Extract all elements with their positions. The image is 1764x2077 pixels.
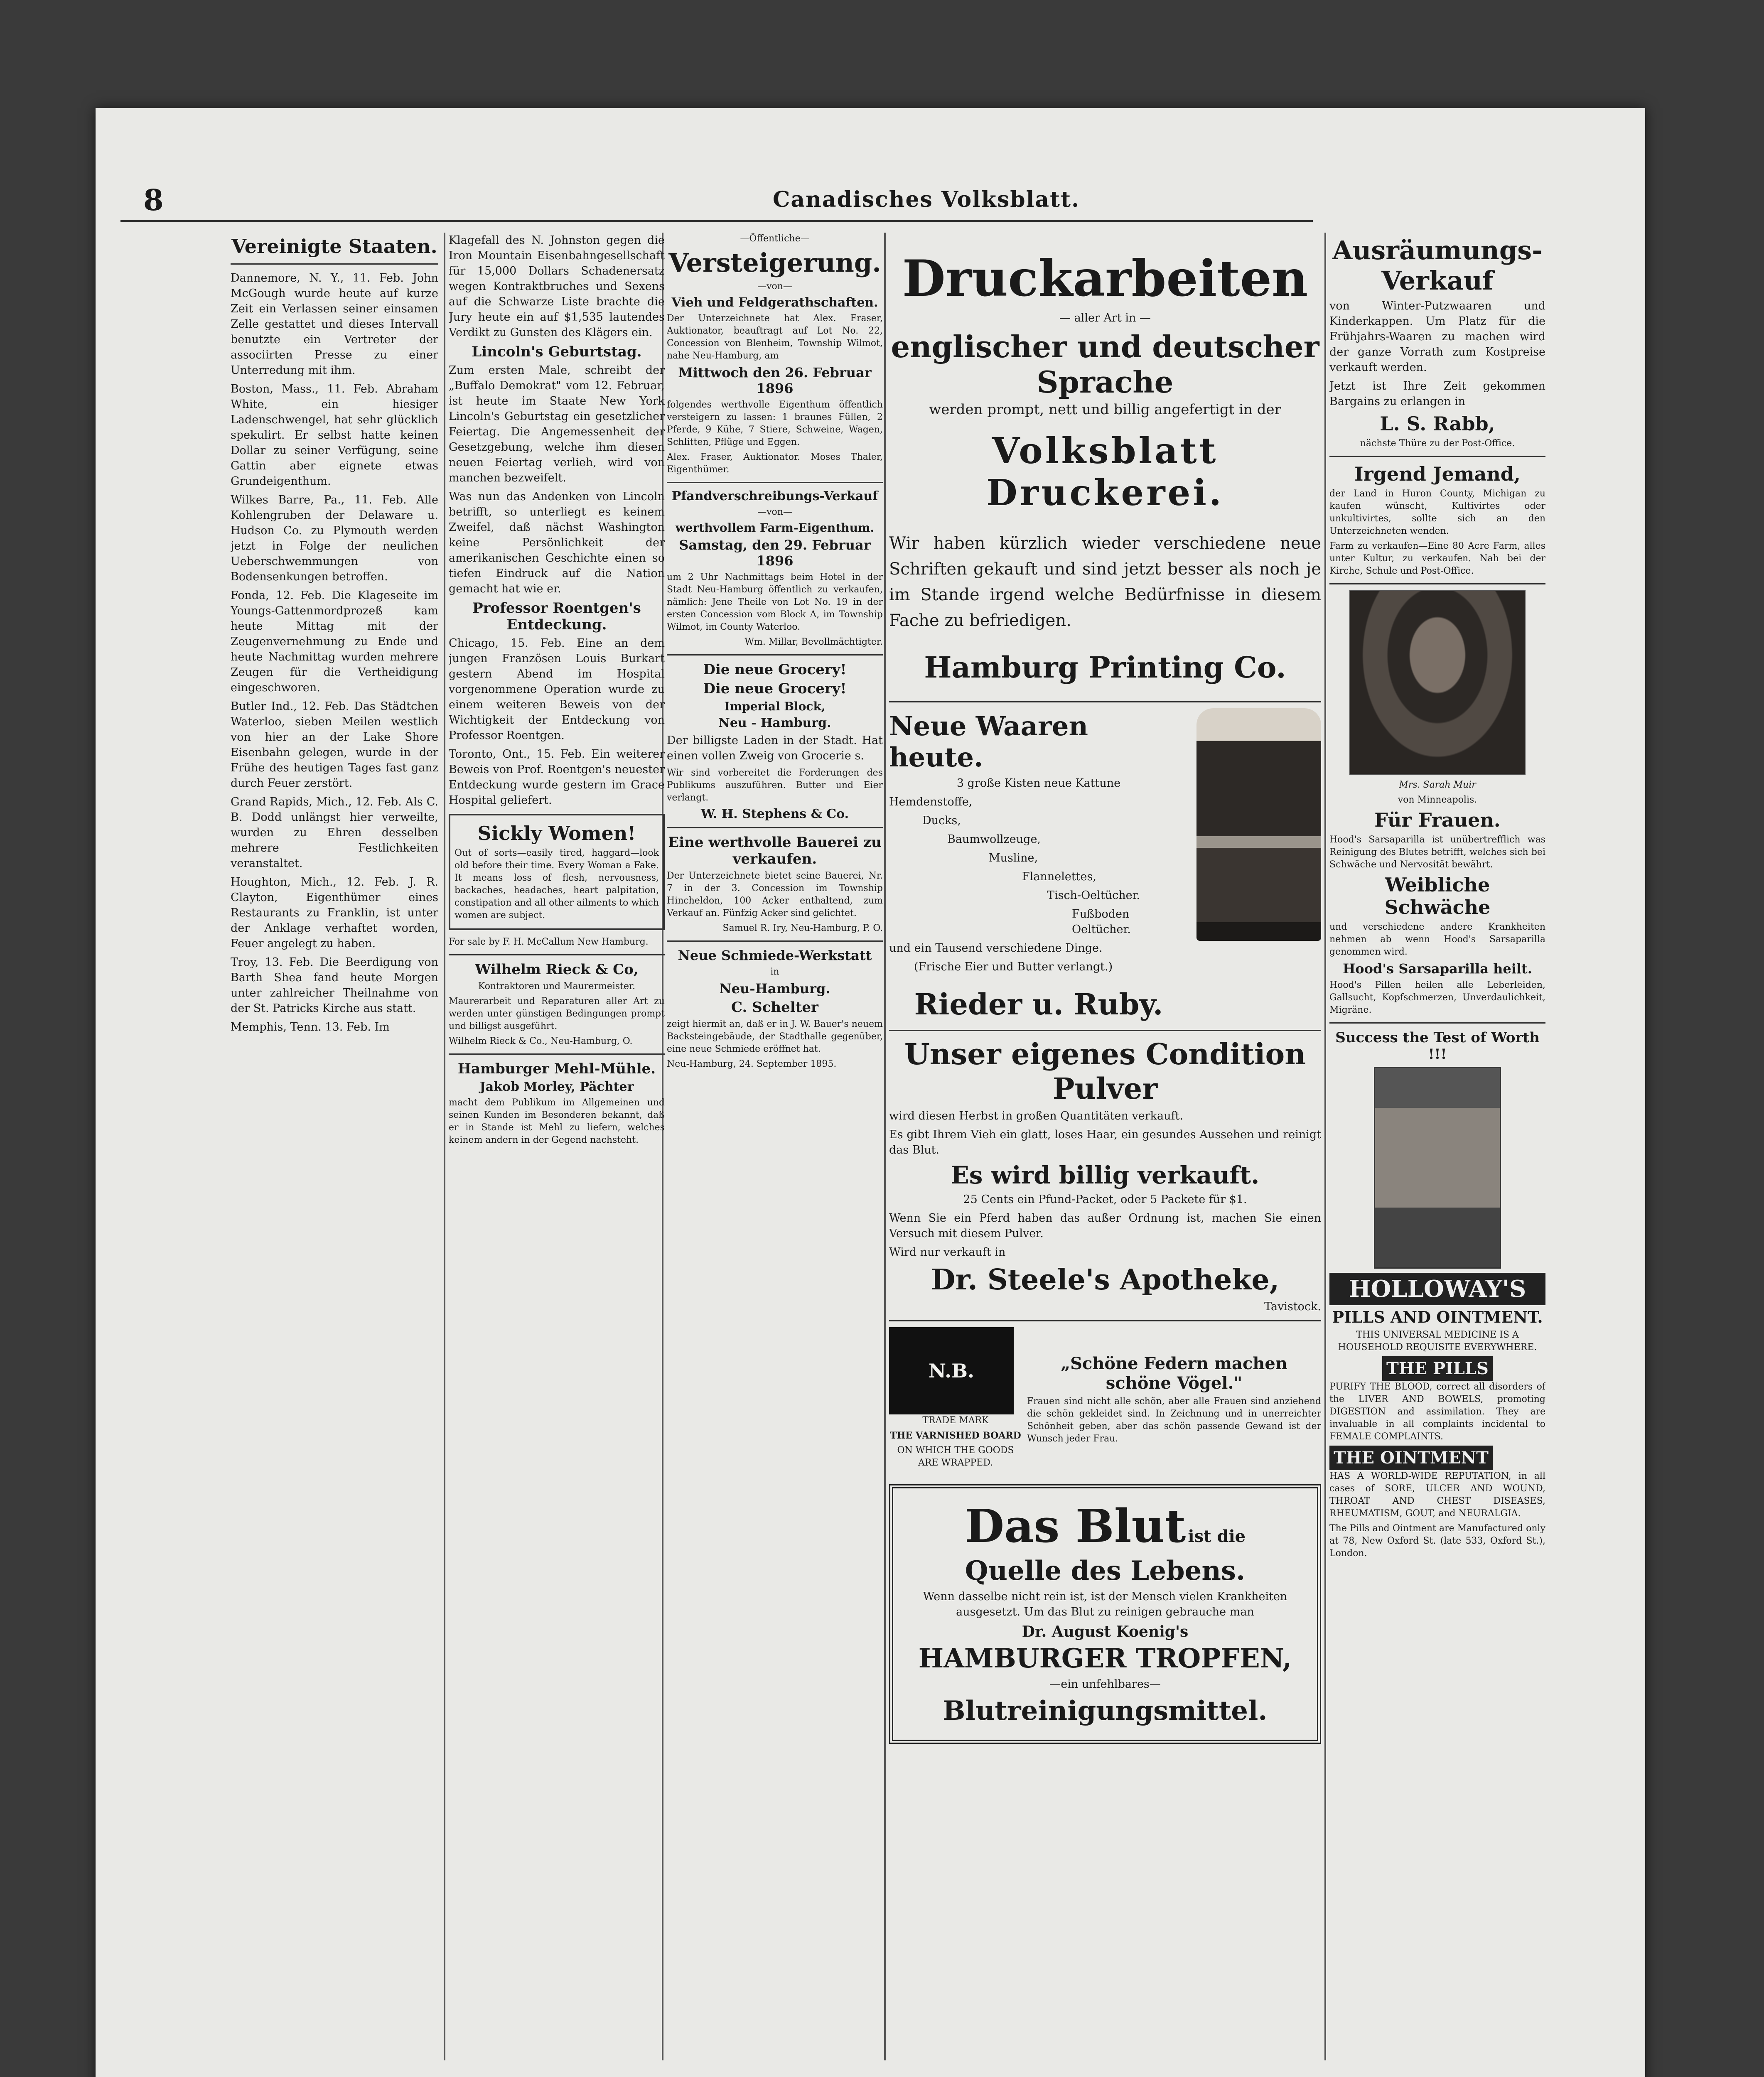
divider [231,263,438,265]
ad-text: Maurerarbeit und Reparaturen aller Art zu werden unter günstigen Bedingungen prompt und billigst ausgeführt. [449,996,665,1031]
print-company: Hamburg Printing Co. [924,650,1286,685]
holloway-text: PURIFY THE BLOOD, correct all disorders of the LIVER AND BOWELS, promoting DIGESTION and assimilation. They are invaluable in all complaints incidental to FEMALE COMPLAINTS. [1329,1382,1545,1442]
grocery-town: Neu - Hamburg. [718,716,831,730]
blut-product: HAMBURGER TROPFEN, [918,1643,1292,1674]
divider [889,701,1321,702]
hood-heading: Hood's Sarsaparilla heilt. [1343,961,1532,977]
nb-quote: „Schöne Federn machen schöne Vögel." [1061,1354,1287,1393]
sale-address: nächste Thüre zu der Post-Office. [1360,438,1515,449]
blut-by: Dr. August Koenig's [1022,1623,1189,1640]
divider [449,1053,665,1055]
column-news-2 [449,233,665,2060]
nb-tag: ON WHICH THE GOODS ARE WRAPPED. [897,1445,1014,1468]
sale-name: L. S. Rabb, [1380,412,1495,435]
frauen-heading: Für Frauen. [1374,809,1501,831]
ad-signature: Wilhelm Rieck & Co., Neu-Hamburg, O. [449,1036,633,1046]
print-sub: werden prompt, nett und billig angefertigt in der [929,401,1281,418]
news-item: Fonda, 12. Feb. Die Klageseite im Youngs-Gattenmordprozeß kam heute Mittag mit der Zeugenvernehmung zu Ende und heute Nachmittag wurden mehrere Zeugen für die Vertheidigung eingeschworen. [231,589,438,694]
pulver-text: Es gibt Ihrem Vieh ein glatt, loses Haar, ein gesundes Aussehen und reinigt das Blut. [889,1128,1321,1156]
grocery-place: Imperial Block, [724,700,825,713]
success-line: Success the Test of Worth !!! [1335,1029,1540,1063]
article-heading: Lincoln's Geburtstag. [472,344,642,360]
nb-trademark: TRADE MARK [922,1415,989,1426]
column-news [231,233,438,2060]
boy-illustration [1196,708,1321,1024]
waaren-item: 3 große Kisten neue Kattune [956,777,1121,790]
waaren-item: Hemdenstoffe, [889,795,973,808]
blut-title: Das Blut [964,1499,1186,1553]
news-item: Klagefall des N. Johnston gegen die Iron Mountain Eisenbahngesellschaft für 15,000 Dollars Schadenersatz wegen Kontraktbruches und Sexens auf die Schwarze Liste brachte die Jury heute ein auf $1,535 lautendes Verdikt zu Gunsten des Klägers ein. [449,234,665,339]
waaren-item: und ein Tausend verschiedene Dinge. [889,942,1103,955]
article-text: Toronto, Ont., 15. Feb. Ein weiterer Beweis von Prof. Roentgen's neuester Entdeckung wurde gestern im Grace Hospital geliefert. [449,748,665,807]
nb-logo: N.B. [889,1327,1014,1414]
waaren-signature: Rieder u. Ruby. [914,987,1163,1021]
column-right-ads [1329,233,1545,2060]
divider [667,654,883,656]
news-item: Grand Rapids, Mich., 12. Feb. Als C. B. Dodd unlängst hier verweilte, wurden zu Ehren desselben mehrere Festlichkeiten veranstaltet. [231,795,438,870]
article-text: Chicago, 15. Feb. Eine an dem jungen Französen Louis Burkart gestern Abend im Hospital vorgenommene Operation wurde zu einem weiteren Beweis von der Wichtigkeit der Entdeckung von Professor Roentgen. [449,637,665,742]
print-heading: Druckarbeiten [902,249,1308,308]
pulver-pharmacy: Dr. Steele's Apotheke, [931,1263,1280,1296]
ointment-label-row [1329,1446,1545,1470]
pulver-text: Wenn Sie ein Pferd haben das außer Ordnung ist, machen Sie einen Versuch mit diesem Pulver. [889,1212,1321,1240]
notice-signatures: Alex. Fraser, Auktionator. Moses Thaler, Eigenthümer. [667,452,883,475]
divider [889,1030,1321,1031]
notice-sub: Vieh und Feldgerathschaften. [671,295,878,310]
blut-tag: —ein unfehlbares— [1049,1678,1161,1691]
smith-signature: Neu-Hamburg, 24. September 1895. [667,1059,837,1069]
grocery-signature: W. H. Stephens & Co. [700,807,849,821]
news-item: Memphis, Tenn. 13. Feb. Im [231,1021,390,1034]
print-languages: englischer und deutscher Sprache [891,329,1319,400]
boy-figure [1196,708,1321,941]
nb-text: Frauen sind nicht alle schön, aber alle Frauen sind anziehend die schön gekleidet sind. In Zeichnung und in unerreichter Schönheit geben, aber das schön passende Gewand ist der Wunsch jeder Frau. [1027,1396,1321,1444]
holloway-sub: PILLS AND OINTMENT. [1332,1308,1543,1326]
waaren-ad [889,708,1321,1024]
divider [667,482,883,483]
section-heading: Vereinigte Staaten. [231,235,437,258]
ad-subtitle: Kontraktoren und Maurermeister. [478,981,636,992]
smith-sub: in [770,967,779,977]
notice-text: Der Unterzeichnete hat Alex. Fraser, Auktionator, beauftragt auf Lot No. 22, Concession von Blenheim, Township Wilmot, nahe Neu-Hamburg, am [667,313,883,361]
blut-text: Wenn dasselbe nicht rein ist, ist der Mensch vielen Krankheiten ausgesetzt. Um das Blut zu reinigen gebrauche man [923,1590,1287,1618]
pulver-text: Wird nur verkauft in [889,1246,1006,1259]
article-heading: Professor Roentgen's Entdeckung. [472,600,641,633]
column-rule [1324,233,1326,2060]
farm-heading: Eine werthvolle Bauerei zu verkaufen. [668,834,882,867]
holloway-heading: HOLLOWAY'S [1329,1273,1545,1305]
masthead: Canadisches Volksblatt. [773,187,1080,212]
smith-name: C. Schelter [731,999,818,1016]
farm-signature: Samuel R. Iry, Neu-Hamburg, P. O. [722,923,883,933]
print-shop: Volksblatt Druckerei. [986,430,1224,514]
notice-date: Samstag, den 29. Februar 1896 [679,537,871,569]
notice-signature: Wm. Millar, Bevollmächtigter. [744,637,883,647]
waaren-heading: Neue Waaren heute. [889,711,1088,773]
grocery-heading: Die neue Grocery! [703,661,847,678]
article-text: Zum ersten Male, schreibt der „Buffalo Demokrat" vom 12. Februar, ist heute im Staate New York Lincoln's Geburtstag ein gesetzlicher Feiertag. Die Angemessenheit der Gesetzgebung, welche ihm diesen neuen Feiertag verlieh, wird von manchen bezweifelt. [449,364,665,484]
ad-text: Out of sorts—easily tired, haggard—look old before their time. Every Woman a Fake. It means loss of flesh, nervousness, backaches, headaches, heart palpitation, constipation and all other ailments to which women are subject. [455,848,659,921]
blut-subtitle: Quelle des Lebens. [965,1555,1246,1586]
blut-title-small: ist die [1188,1527,1246,1546]
nb-logo-block [889,1327,1022,1472]
blut-title-row [904,1499,1306,1553]
column-rule [884,233,886,2060]
waaren-item: Fußboden Oeltücher. [1072,908,1131,936]
ad-title: Hamburger Mehl-Mühle. [457,1061,656,1077]
portrait-caption: Mrs. Sarah Muir [1399,780,1476,790]
hood-text: und verschiedene andere Krankheiten nehmen ab wenn Hood's Sarsaparilla genommen wird. [1329,922,1545,957]
holloway-text: HAS A WORLD-WIDE REPUTATION, in all cases of SORE, ULCER AND WOUND, THROAT AND CHEST DISEASES, RHEUMATISM, GOUT, and NEURALGIA. [1329,1471,1545,1519]
sale-heading: Ausräumungs-Verkauf [1332,235,1543,296]
land-text: der Land in Huron County, Michigan zu kaufen wünscht, Kultivirtes oder unkultivirtes, sollte sich an den Unterzeichneten wenden. [1329,489,1545,536]
pulver-text: 25 Cents ein Pfund-Packet, oder 5 Packete für $1. [963,1193,1247,1206]
divider [667,940,883,942]
notice-sub: —von— [757,507,792,517]
notice-heading: Pfandverschreibungs-Verkauf [671,489,878,503]
ad-title: Sickly Women! [477,822,636,845]
land-text: Farm zu verkaufen—Eine 80 Acre Farm, alles unter Kultur, zu verkaufen. Nah bei der Kirche, Schule und Post-Office. [1329,541,1545,576]
ad-subtitle: Jakob Morley, Pächter [479,1080,634,1094]
ad-title: Wilhelm Rieck & Co, [475,961,639,978]
waaren-list [889,708,1188,1024]
divider [667,827,883,828]
waaren-item: (Frische Eier und Butter verlangt.) [914,960,1113,973]
notice-heading: Versteigerung. [668,248,881,278]
grocery-text: Der billigste Laden in der Stadt. Hat einen vollen Zweig von Grocerie s. [667,734,883,762]
blut-ad [889,1484,1321,1744]
news-item: Wilkes Barre, Pa., 11. Feb. Alle Kohlengruben der Delaware u. Hudson Co. zu Plymouth werden jetzt in Folge der neulichen Ueberschwemmungen von Bodensenkungen betroffen. [231,493,438,583]
ointment-label: THE OINTMENT [1329,1446,1493,1470]
portrait-image [1349,590,1526,775]
pulver-text: wird diesen Herbst in großen Quantitäten verkauft. [889,1110,1183,1122]
notice-text: um 2 Uhr Nachmittags beim Hotel in der Stadt Neu-Hamburg öffentlich zu verkaufen, nämlich: Jene Theile von Lot No. 19 in der ersten Concession vom Block A, im Township Wilmot, im County Waterloo. [667,572,883,632]
farm-text: Der Unterzeichnete bietet seine Bauerei, Nr. 7 in der 3. Concession im Township Hincheldon, 100 Acker enthaltend, zum Verkauf an. Fünfzig Acker sind gelichtet. [667,871,883,918]
holloway-text: The Pills and Ointment are Manufactured only at 78, New Oxford St. (late 533, Oxford St.), London. [1329,1523,1545,1559]
waaren-item: Baumwollzeuge, [947,833,1041,846]
portrait-caption-2: von Minneapolis. [1398,795,1477,805]
column-notices [667,233,883,2060]
divider [449,954,665,955]
pulver-town: Tavistock. [1264,1300,1321,1313]
nb-ad [889,1327,1321,1472]
notice-sub: —von— [757,281,792,292]
divider [1329,583,1545,584]
column-rule [444,233,445,2060]
pulver-heading: Unser eigenes Condition Pulver [904,1037,1306,1106]
smith-text: zeigt hiermit an, daß er in J. W. Bauer's neuem Backsteingebäude, der Stadthalle gegenüber, eine neue Schmiede eröffnet hat. [667,1019,883,1054]
news-item: Dannemore, N. Y., 11. Feb. John McGough wurde heute auf kurze Zeit ein Verlassen seiner einsamen Zelle gestattet und dieses Intervall benutzte ein Vertreter der associirten Presse zu einer Unterredung mit ihm. [231,272,438,377]
masthead-rule [120,220,1313,222]
news-item: Butler Ind., 12. Feb. Das Städtchen Waterloo, sieben Meilen westlich von hier an der Lake Shore Eisenbahn gelegen, wurde in der Frühe des heutigen Tages fast ganz durch Feuer zerstört. [231,700,438,790]
smith-town: Neu-Hamburg. [719,981,830,997]
news-item: Houghton, Mich., 12. Feb. J. R. Clayton, Eigenthümer eines Restaurants zu Franklin, ist unter der Anklage verhaftet worden, Feuer angelegt zu haben. [231,876,438,950]
notice-sub: werthvollem Farm-Eigenthum. [675,521,875,535]
pulver-price-heading: Es wird billig verkauft. [951,1161,1260,1189]
hood-pills-text: Hood's Pillen heilen alle Leberleiden, Gallsucht, Kopfschmerzen, Unverdaulichkeit, Migräne. [1329,980,1545,1015]
statue-illustration [1374,1067,1501,1269]
waaren-item: Musline, [989,852,1038,864]
pills-label-row [1329,1356,1545,1381]
grocery-heading: Die neue Grocery! [703,680,847,697]
nb-text-block [1027,1351,1321,1448]
waaren-item: Flannelettes, [1022,870,1096,883]
blut-remedy: Blutreinigungsmittel. [943,1695,1268,1726]
notice-pre: —Öffentliche— [740,233,810,244]
print-sub: — aller Art in — [1059,312,1151,324]
holloway-text: THIS UNIVERSAL MEDICINE IS A HOUSEHOLD REQUISITE EVERYWHERE. [1338,1330,1537,1353]
waaren-item: Ducks, [922,814,961,827]
weakness-heading: Weibliche Schwäche [1384,874,1491,918]
pills-label: THE PILLS [1382,1356,1493,1381]
waaren-item: Tisch-Oeltücher. [1047,889,1140,902]
ad-text: macht dem Publikum im Allgemeinen und seinen Kunden im Besonderen bekannt, daß er in Stande ist Mehl zu liefern, welches keinem andern in der Gegend nachsteht. [449,1097,665,1145]
land-heading: Irgend Jemand, [1354,463,1521,485]
sale-text: Jetzt ist Ihre Zeit gekommen Bargains zu erlangen in [1329,380,1545,408]
divider [889,1320,1321,1321]
article-text: Was nun das Andenken von Lincoln betrifft, so unterliegt es keinem Zweifel, daß nächst Washington keine Persönlichkeit der amerikanischen Geschichte einen so tiefen Eindruck auf die Nation gemacht hat wie er. [449,490,665,595]
divider [1329,456,1545,457]
column-ads [889,233,1321,2060]
notice-date: Mittwoch den 26. Februar 1896 [678,365,872,396]
hood-text: Hood's Sarsaparilla ist unübertrefflich was Reinigung des Blutes betrifft, welches sich bei Schwäche und Nervosität bewährt. [1329,835,1545,870]
sale-text: von Winter-Putzwaaren und Kinderkappen. Um Platz für die Frühjahrs-Waaren zu machen wird der ganze Vorrath zum Kostpreise verkauft werden. [1329,300,1545,374]
news-item: Boston, Mass., 11. Feb. Abraham White, ein hiesiger Ladenschwengel, hat sehr glücklich spekulirt. Er selbst hatte keinen Dollar zu seiner Verfügung, seine Gattin aber eignete etwas Grundeigenthum. [231,383,438,488]
grocery-text: Wir sind vorbereitet die Forderungen des Publikums auszuführen. Butter und Eier verlangt. [667,768,883,803]
smith-heading: Neue Schmiede-Werkstatt [678,948,872,963]
divider [1329,1022,1545,1024]
ad-sale-line: For sale by F. H. McCallum New Hamburg. [449,937,649,947]
notice-text: folgendes werthvolle Eigenthum öffentlich versteigern zu lassen: 1 braunes Füllen, 2 Pferde, 9 Kühe, 7 Stiere, Schweine, Wagen, Schlitten, Pflüge und Eggen. [667,400,883,447]
print-text: Wir haben kürzlich wieder verschiedene neue Schriften gekauft und sind jetzt besser als noch je im Stande irgend welche Bedürfnisse in diesem Fache zu befriedigen. [889,534,1321,630]
nb-mark: THE VARNISHED BOARD [890,1430,1021,1441]
news-item: Troy, 13. Feb. Die Beerdigung von Barth Shea fand heute Morgen unter zahlreicher Theilnahme von der St. Patricks Kirche aus statt. [231,956,438,1015]
page-number: 8 [143,183,164,217]
ad-sickly-women [449,814,665,930]
